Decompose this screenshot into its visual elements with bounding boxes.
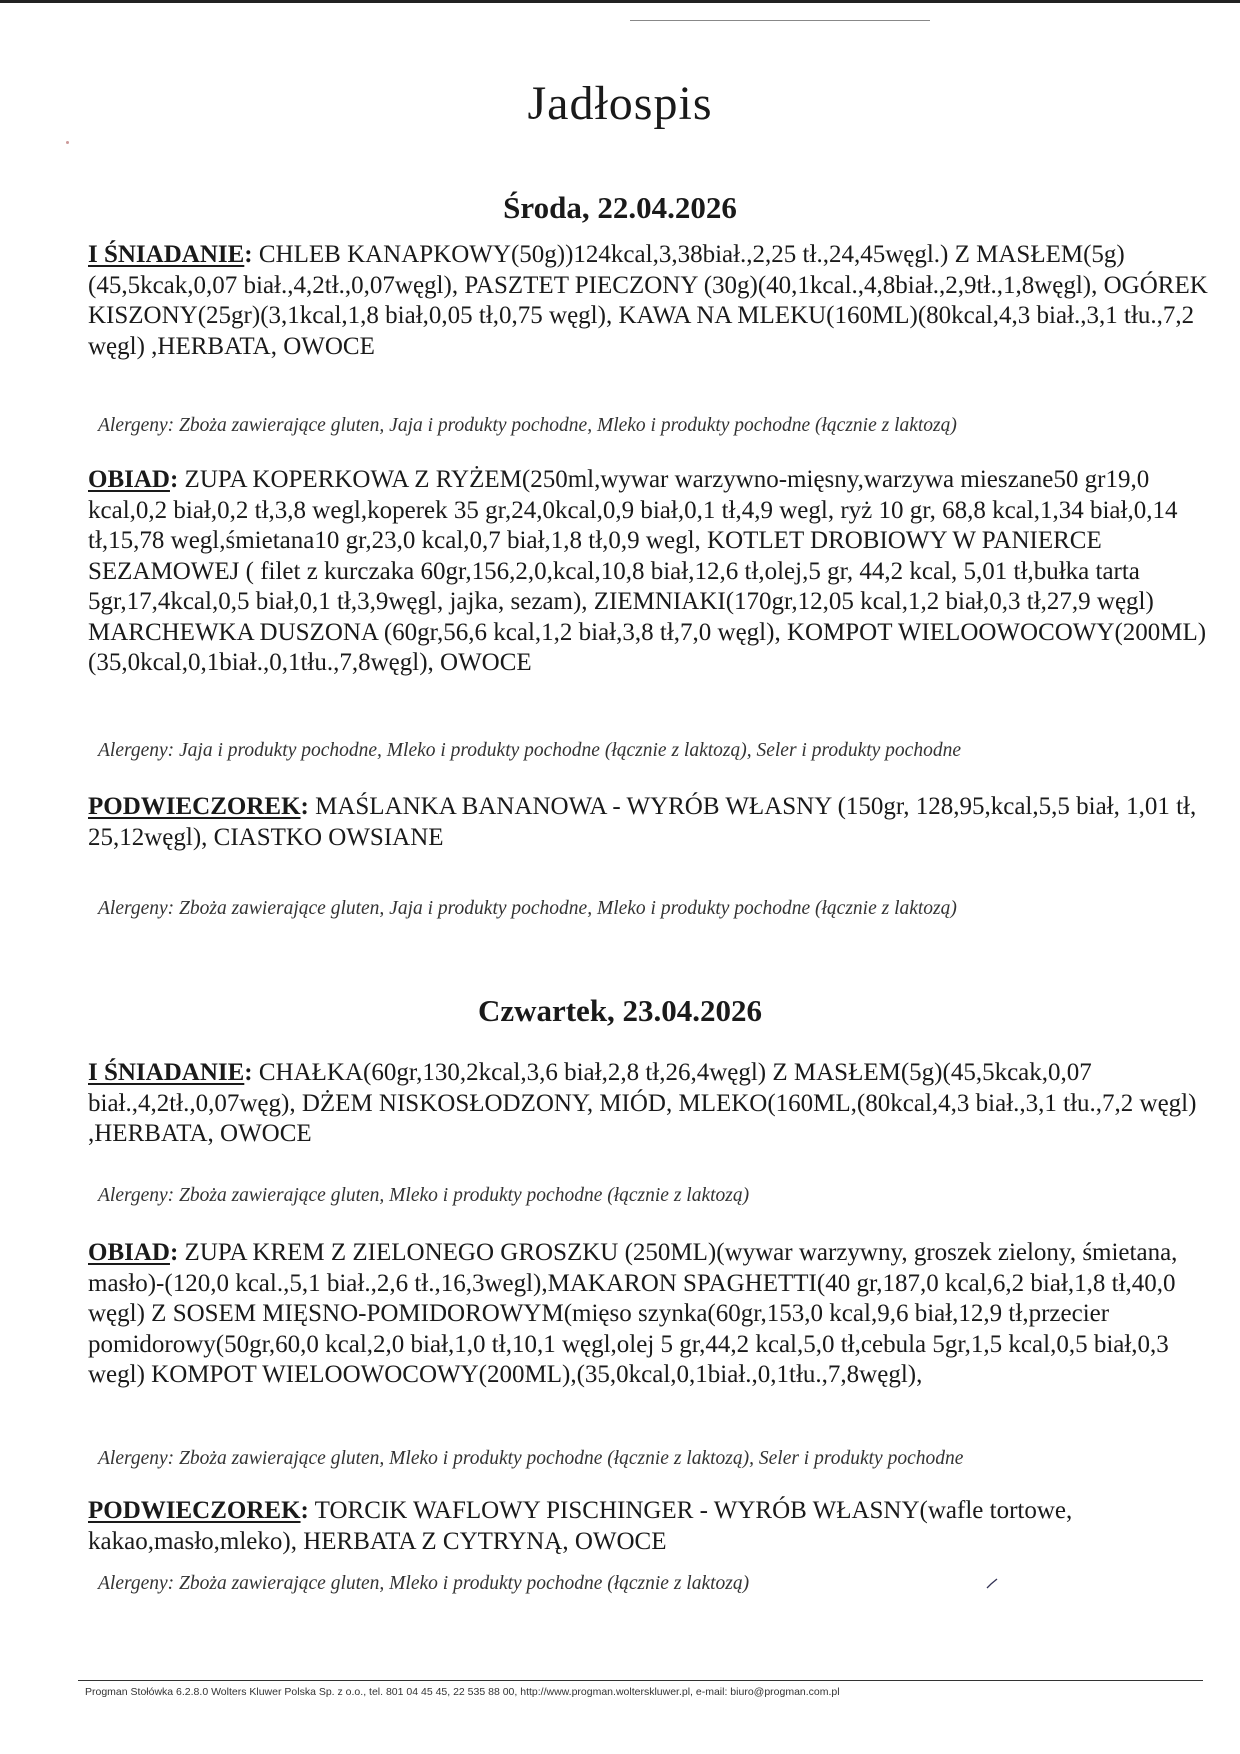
day-heading-wednesday: Środa, 22.04.2026 xyxy=(503,190,737,225)
top-border xyxy=(0,0,1240,3)
meal-breakfast-thursday: I ŚNIADANIE: CHAŁKA(60gr,130,2kcal,3,6 biał,2,8 tł,26,4węgl) Z MASŁEM(5g)(45,5kcak,0,07 biał.,4,2tł.,0,07węg), DŻEM NISKOSŁODZONY, MIÓD, MLEKO(160ML,(80kcal,4,3 biał.,3,1 tłu.,7,2 węgl) ,HERBATA, OWOCE xyxy=(88,1059,1197,1147)
meal-snack-thursday: PODWIECZOREK: TORCIK WAFLOWY PISCHINGER - WYRÓB WŁASNY(wafle tortowe, kakao,masło,mleko), HERBATA Z CYTRYNĄ, OWOCE xyxy=(88,1497,1073,1555)
meal-lunch-wednesday: OBIAD: ZUPA KOPERKOWA Z RYŻEM(250ml,wywar warzywno-mięsny,warzywa mieszane50 gr19,0 kcal,0,2 biał,0,2 tł,3,8 wegl,koperek 35 gr,24,0kcal,0,9 biał,0,1 tł,4,9 wegl, ryż 10 gr, 68,8 kcal,1,34 biał,0,14 tł,15,78 wegl,śmietana10 gr,23,0 kcal,0,7 biał,1,8 tł,0,9 wegl, KOTLET DROBIOWY W PANIERCE SEZAMOWEJ ( filet z kurczaka 60gr,156,2,0,kcal,10,8 biał,12,6 tł,olej,5 gr, 44,2 kcal, 5,01 tł,bułka tarta 5gr,17,4kcal,0,5 biał,0,1 tł,3,9węgl, jajka, sezam), ZIEMNIAKI(170gr,12,05 kcal,1,2 biał,0,3 tł,27,9 węgl) MARCHEWKA DUSZONA (60gr,56,6 kcal,1,2 biał,3,8 tł,7,0 węgl), KOMPOT WIELOOWOCOWY(200ML)(35,0kcal,0,1biał.,0,1tłu.,7,8węgl), OWOCE xyxy=(88,466,1207,676)
meal-text: TORCIK WAFLOWY PISCHINGER - WYRÓB WŁASNY(wafle tortowe, kakao,masło,mleko), HERBATA Z CYTRYNĄ, OWOCE xyxy=(88,1497,1073,1555)
pen-tick-mark xyxy=(985,1578,999,1590)
meal-text: CHLEB KANAPKOWY(50g))124kcal,3,38biał.,2,25 tł.,24,45węgl.) Z MASŁEM(5g)(45,5kcak,0,07 biał.,4,2tł.,0,07węgl), PASZTET PIECZONY (30g)(40,1kcal.,4,8biał.,2,9tł.,1,8węgl), OGÓREK KISZONY(25gr)(3,1kcal,1,8 biał,0,05 tł,0,75 węgl), KAWA NA MLEKU(160ML)(80kcal,4,3 biał.,3,1 tłu.,7,2 węgl) ,HERBATA, OWOCE xyxy=(88,241,1208,360)
meal-lunch-thursday: OBIAD: ZUPA KREM Z ZIELONEGO GROSZKU (250ML)(wywar warzywny, groszek zielony, śmietana, masło)-(120,0 kcal.,5,1 biał.,2,6 tł.,16,3wegl),MAKARON SPAGHETTI(40 gr,187,0 kcal,6,2 biał,1,8 tł,40,0 węgl) Z SOSEM MIĘSNO-POMIDOROWYM(mięso szynka(60gr,153,0 kcal,9,6 biał,12,9 tł,przecier pomidorowy(50gr,60,0 kcal,2,0 biał,1,0 tł,10,1 węgl,olej 5 gr,44,2 kcal,5,0 tł,cebula 5gr,1,5 kcal,0,5 biał,0,3 wegl) KOMPOT WIELOOWOCOWY(200ML),(35,0kcal,0,1biał.,0,1tłu.,7,8węgl), xyxy=(88,1239,1178,1388)
meal-text: ZUPA KREM Z ZIELONEGO GROSZKU (250ML)(wywar warzywny, groszek zielony, śmietana, masło)-(120,0 kcal.,5,1 biał.,2,6 tł.,16,3wegl),MAKARON SPAGHETTI(40 gr,187,0 kcal,6,2 biał,1,8 tł,40,0 węgl) Z SOSEM MIĘSNO-POMIDOROWYM(mięso szynka(60gr,153,0 kcal,9,6 biał,12,9 tł,przecier pomidorowy(50gr,60,0 kcal,2,0 biał,1,0 tł,10,1 węgl,olej 5 gr,44,2 kcal,5,0 tł,cebula 5gr,1,5 kcal,0,5 biał,0,3 wegl) KOMPOT WIELOOWOCOWY(200ML),(35,0kcal,0,1biał.,0,1tłu.,7,8węgl), xyxy=(88,1239,1178,1388)
footer-text: Progman Stołówka 6.2.8.0 Wolters Kluwer Polska Sp. z o.o., tel. 801 04 45 45, 22 535 88 00, http://www.progman.wolterskluwer.pl, e-mail: biuro@progman.com.pl xyxy=(85,1686,840,1698)
meal-text: CHAŁKA(60gr,130,2kcal,3,6 biał,2,8 tł,26,4węgl) Z MASŁEM(5g)(45,5kcak,0,07 biał.,4,2tł.,0,07węg), DŻEM NISKOSŁODZONY, MIÓD, MLEKO(160ML,(80kcal,4,3 biał.,3,1 tłu.,7,2 węgl) ,HERBATA, OWOCE xyxy=(88,1059,1197,1147)
meal-label: PODWIECZOREK xyxy=(88,1497,301,1524)
allergens-snack-thursday: Alergeny: Zboża zawierające gluten, Mleko i produkty pochodne (łącznie z laktozą) xyxy=(98,1573,750,1594)
allergens-breakfast-wednesday: Alergeny: Zboża zawierające gluten, Jaja i produkty pochodne, Mleko i produkty pochodne (łącznie z laktozą) xyxy=(98,415,957,436)
allergens-snack-wednesday: Alergeny: Zboża zawierające gluten, Jaja i produkty pochodne, Mleko i produkty pochodne (łącznie z laktozą) xyxy=(98,898,957,919)
document-title: Jadłospis xyxy=(527,77,713,130)
allergens-breakfast-thursday: Alergeny: Zboża zawierające gluten, Mleko i produkty pochodne (łącznie z laktozą) xyxy=(98,1185,750,1206)
meal-label: PODWIECZOREK xyxy=(88,793,301,820)
meal-text: ZUPA KOPERKOWA Z RYŻEM(250ml,wywar warzywno-mięsny,warzywa mieszane50 gr19,0 kcal,0,2 biał,0,2 tł,3,8 wegl,koperek 35 gr,24,0kcal,0,9 biał,0,1 tł,4,9 wegl, ryż 10 gr, 68,8 kcal,1,34 biał,0,14 tł,15,78 wegl,śmietana10 gr,23,0 kcal,0,7 biał,1,8 tł,0,9 wegl, KOTLET DROBIOWY W PANIERCE SEZAMOWEJ ( filet z kurczaka 60gr,156,2,0,kcal,10,8 biał,12,6 tł,olej,5 gr, 44,2 kcal, 5,01 tł,bułka tarta 5gr,17,4kcal,0,5 biał,0,1 tł,3,9węgl, jajka, sezam), ZIEMNIAKI(170gr,12,05 kcal,1,2 biał,0,3 tł,27,9 węgl) MARCHEWKA DUSZONA (60gr,56,6 kcal,1,2 biał,3,8 tł,7,0 węgl), KOMPOT WIELOOWOCOWY(200ML)(35,0kcal,0,1biał.,0,1tłu.,7,8węgl), OWOCE xyxy=(88,466,1207,676)
scan-speck xyxy=(66,141,69,144)
meal-label: I ŚNIADANIE xyxy=(88,1059,245,1086)
meal-breakfast-wednesday: I ŚNIADANIE: CHLEB KANAPKOWY(50g))124kcal,3,38biał.,2,25 tł.,24,45węgl.) Z MASŁEM(5g)(45,5kcak,0,07 biał.,4,2tł.,0,07węgl), PASZTET PIECZONY (30g)(40,1kcal.,4,8biał.,2,9tł.,1,8węgl), OGÓREK KISZONY(25gr)(3,1kcal,1,8 biał,0,05 tł,0,75 węgl), KAWA NA MLEKU(160ML)(80kcal,4,3 biał.,3,1 tłu.,7,2 węgl) ,HERBATA, OWOCE xyxy=(88,241,1208,360)
meal-text: MAŚLANKA BANANOWA - WYRÓB WŁASNY (150gr, 128,95,kcal,5,5 biał, 1,01 tł, 25,12węgl), CIASTKO OWSIANE xyxy=(88,793,1197,851)
meal-snack-wednesday: PODWIECZOREK: MAŚLANKA BANANOWA - WYRÓB WŁASNY (150gr, 128,95,kcal,5,5 biał, 1,01 tł, 25,12węgl), CIASTKO OWSIANE xyxy=(88,793,1197,851)
allergens-lunch-wednesday: Alergeny: Jaja i produkty pochodne, Mleko i produkty pochodne (łącznie z laktozą), Seler i produkty pochodne xyxy=(98,740,961,761)
allergens-lunch-thursday: Alergeny: Zboża zawierające gluten, Mleko i produkty pochodne (łącznie z laktozą), Seler i produkty pochodne xyxy=(98,1448,964,1469)
meal-label: OBIAD xyxy=(88,466,170,493)
footer-rule xyxy=(78,1680,1203,1681)
top-scan-line xyxy=(630,20,930,21)
day-heading-thursday: Czwartek, 23.04.2026 xyxy=(477,993,763,1028)
meal-label: I ŚNIADANIE xyxy=(88,241,245,268)
meal-label: OBIAD xyxy=(88,1239,170,1266)
